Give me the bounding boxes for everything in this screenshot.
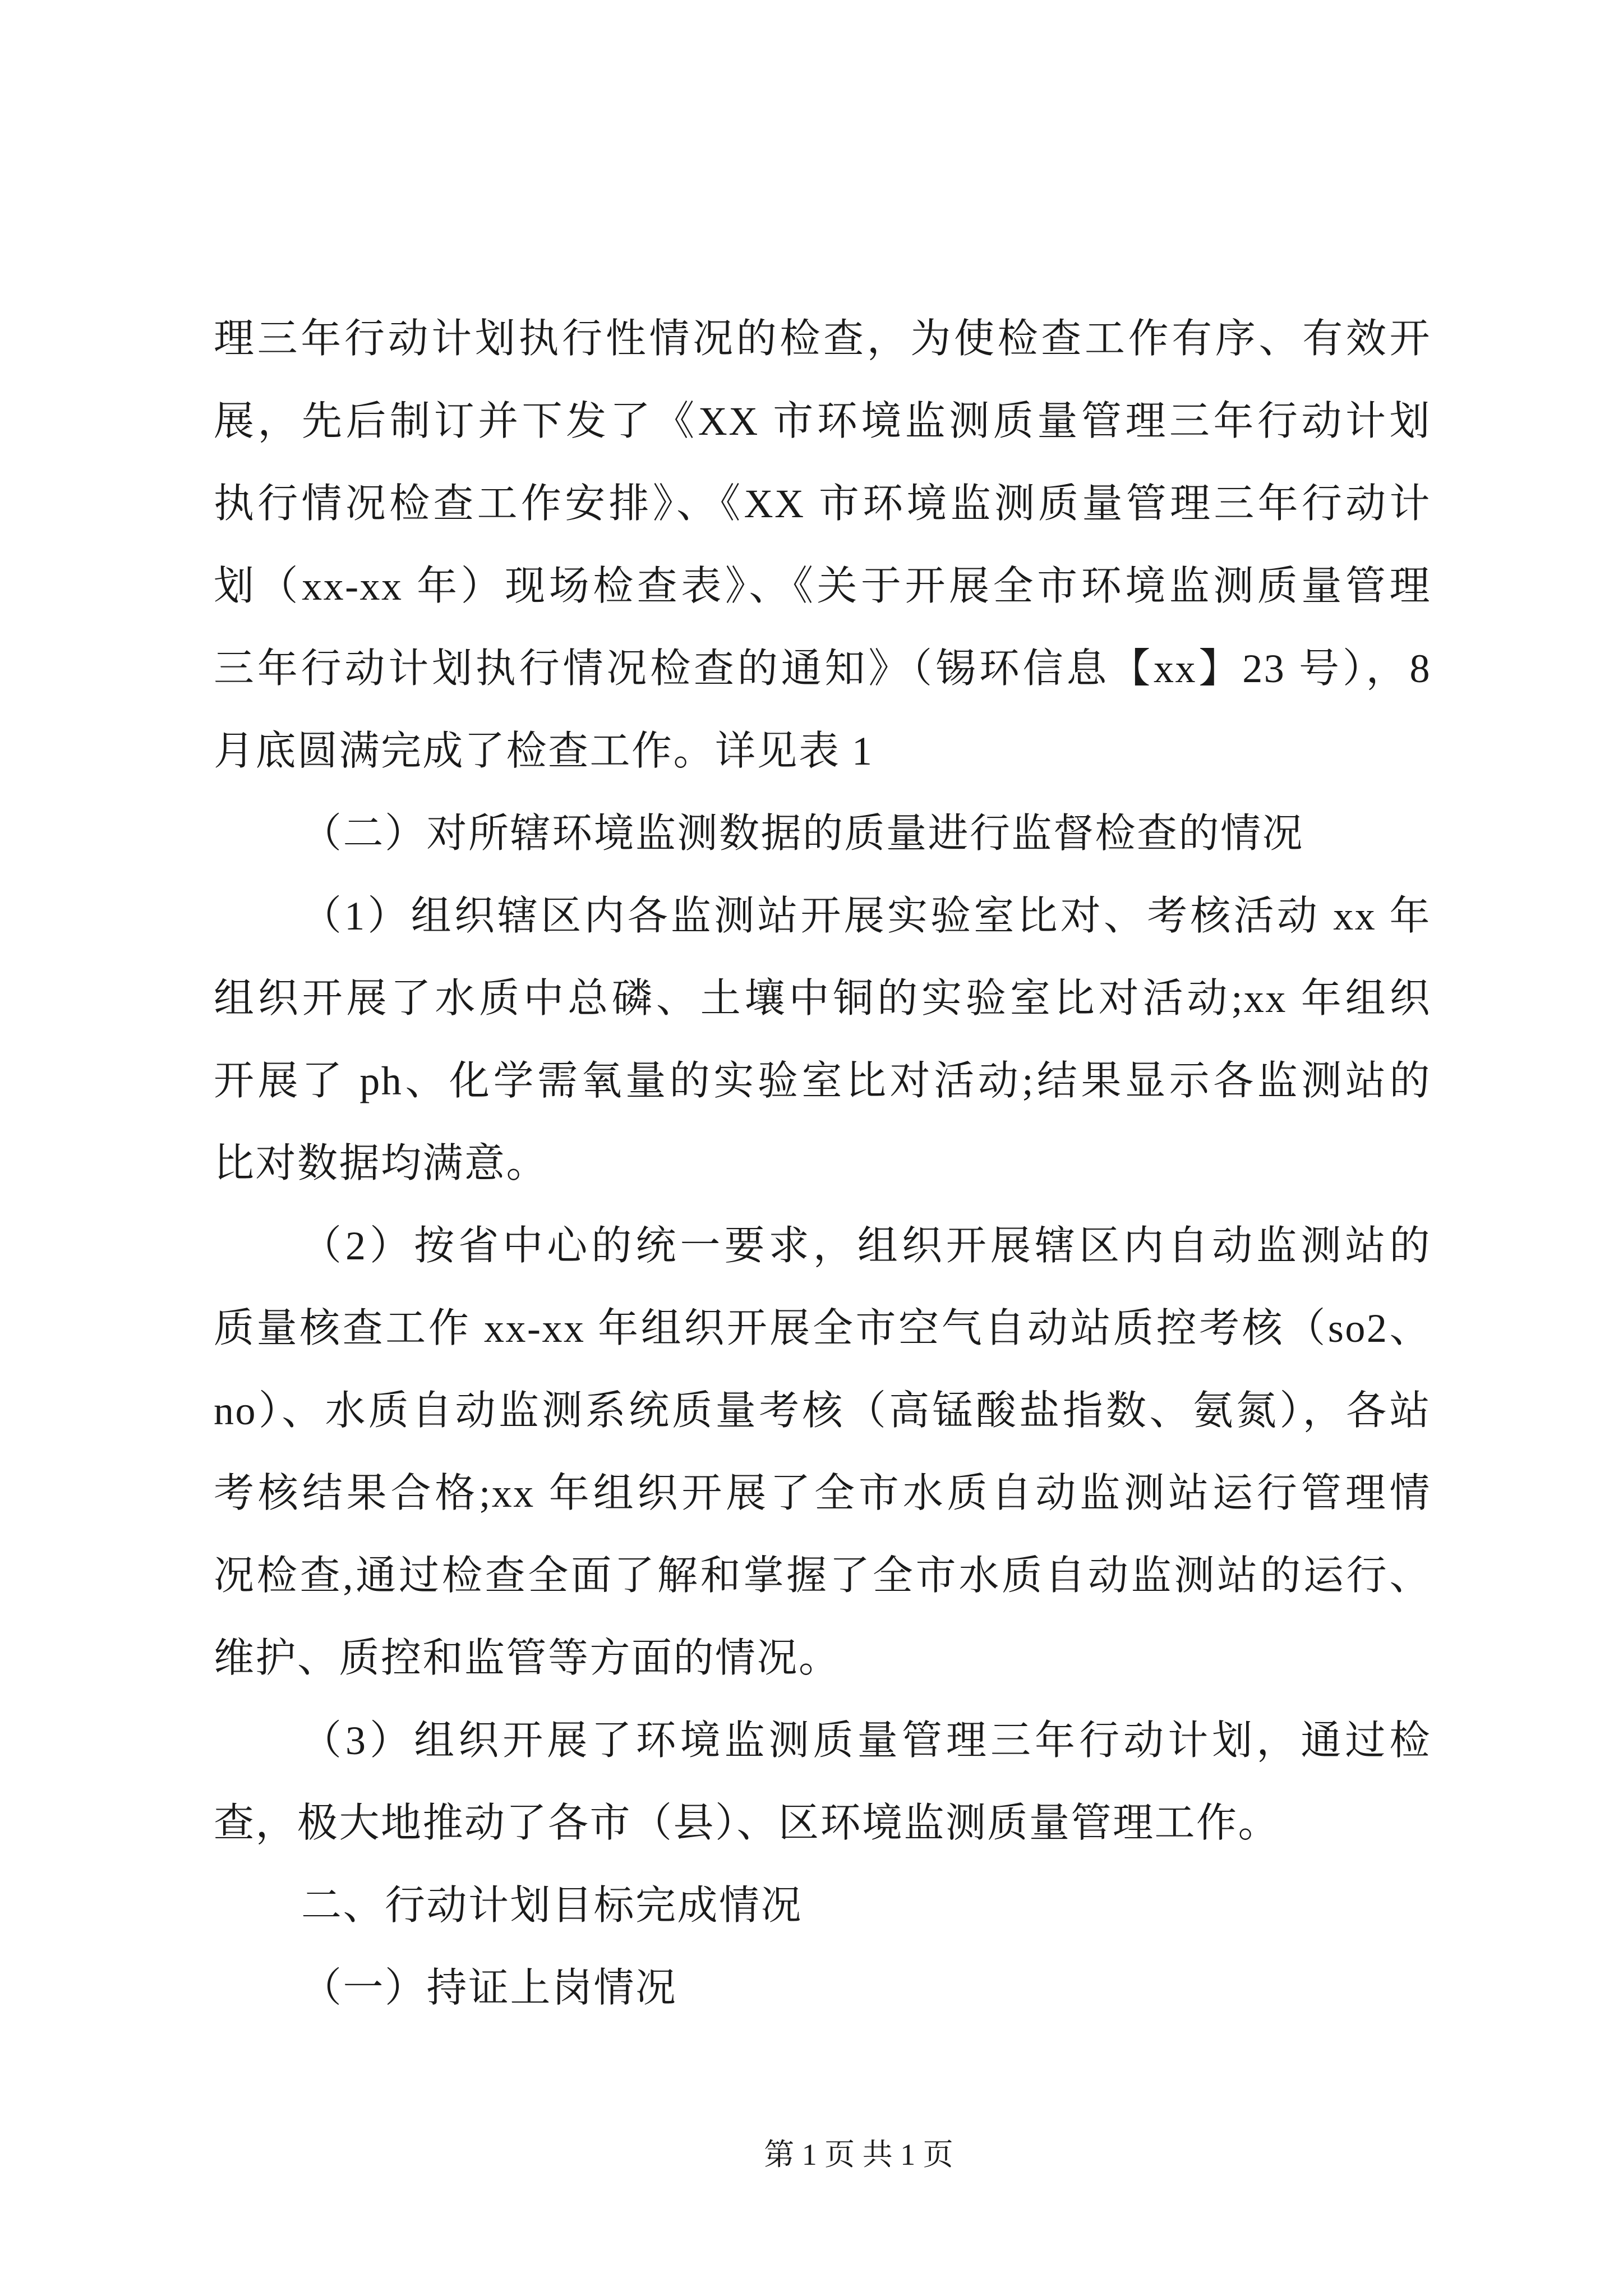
- text-line: （一）持证上岗情况: [301, 1966, 677, 2010]
- text-line: 考核结果合格;xx 年组织开展了全市水质自动监测站运行管理情: [214, 1471, 1431, 1516]
- text-line: 维护、质控和监管等方面的情况。: [214, 1636, 841, 1681]
- text-line: 二、行动计划目标完成情况: [301, 1883, 803, 1928]
- text-line: 质量核查工作 xx-xx 年组织开展全市空气自动站质控考核（so2、: [214, 1306, 1431, 1351]
- paragraph-item-1: [214, 875, 1431, 1205]
- document-body: [214, 298, 1431, 2030]
- page-footer: 第 1 页 共 1 页: [764, 2138, 953, 2171]
- text-line: （二）对所辖环境监测数据的质量进行监督检查的情况: [301, 811, 1304, 856]
- paragraph-continued: [214, 298, 1431, 793]
- text-line: 比对数据均满意。: [214, 1141, 548, 1186]
- paragraph-item-3: [214, 1700, 1431, 1865]
- section-heading: [214, 1865, 1431, 1947]
- paragraph-item-2: [214, 1205, 1431, 1700]
- text-line: 展，先后制订并下发了《XX 市环境监测质量管理三年行动计划: [214, 399, 1431, 444]
- text-line: 况检查,通过检查全面了解和掌握了全市水质自动监测站的运行、: [214, 1553, 1431, 1598]
- text-line: 三年行动计划执行情况检查的通知》（锡环信息【xx】23 号），8: [214, 646, 1431, 691]
- text-line: 月底圆满完成了检查工作。详见表 1: [214, 729, 874, 774]
- text-line: （3）组织开展了环境监测质量管理三年行动计划，通过检: [301, 1718, 1431, 1763]
- text-line: （1）组织辖区内各监测站开展实验室比对、考核活动 xx 年: [301, 894, 1431, 938]
- subsection-heading: [214, 1947, 1431, 2030]
- text-line: 开展了 ph、化学需氧量的实验室比对活动;结果显示各监测站的: [214, 1059, 1431, 1103]
- section-heading: [214, 793, 1431, 875]
- text-line: （2）按省中心的统一要求，组织开展辖区内自动监测站的: [301, 1223, 1431, 1268]
- text-line: 组织开展了水质中总磷、土壤中铜的实验室比对活动;xx 年组织: [214, 976, 1431, 1021]
- text-line: 划（xx-xx 年）现场检查表》、《关于开展全市环境监测质量管理: [214, 564, 1431, 609]
- text-line: 执行情况检查工作安排》、《XX 市环境监测质量管理三年行动计: [214, 481, 1431, 526]
- text-line: no）、水质自动监测系统质量考核（高锰酸盐指数、氨氮），各站: [214, 1388, 1431, 1433]
- text-line: 查，极大地推动了各市（县）、区环境监测质量管理工作。: [214, 1801, 1280, 1846]
- text-line: 理三年行动计划执行性情况的检查，为使检查工作有序、有效开: [214, 316, 1431, 361]
